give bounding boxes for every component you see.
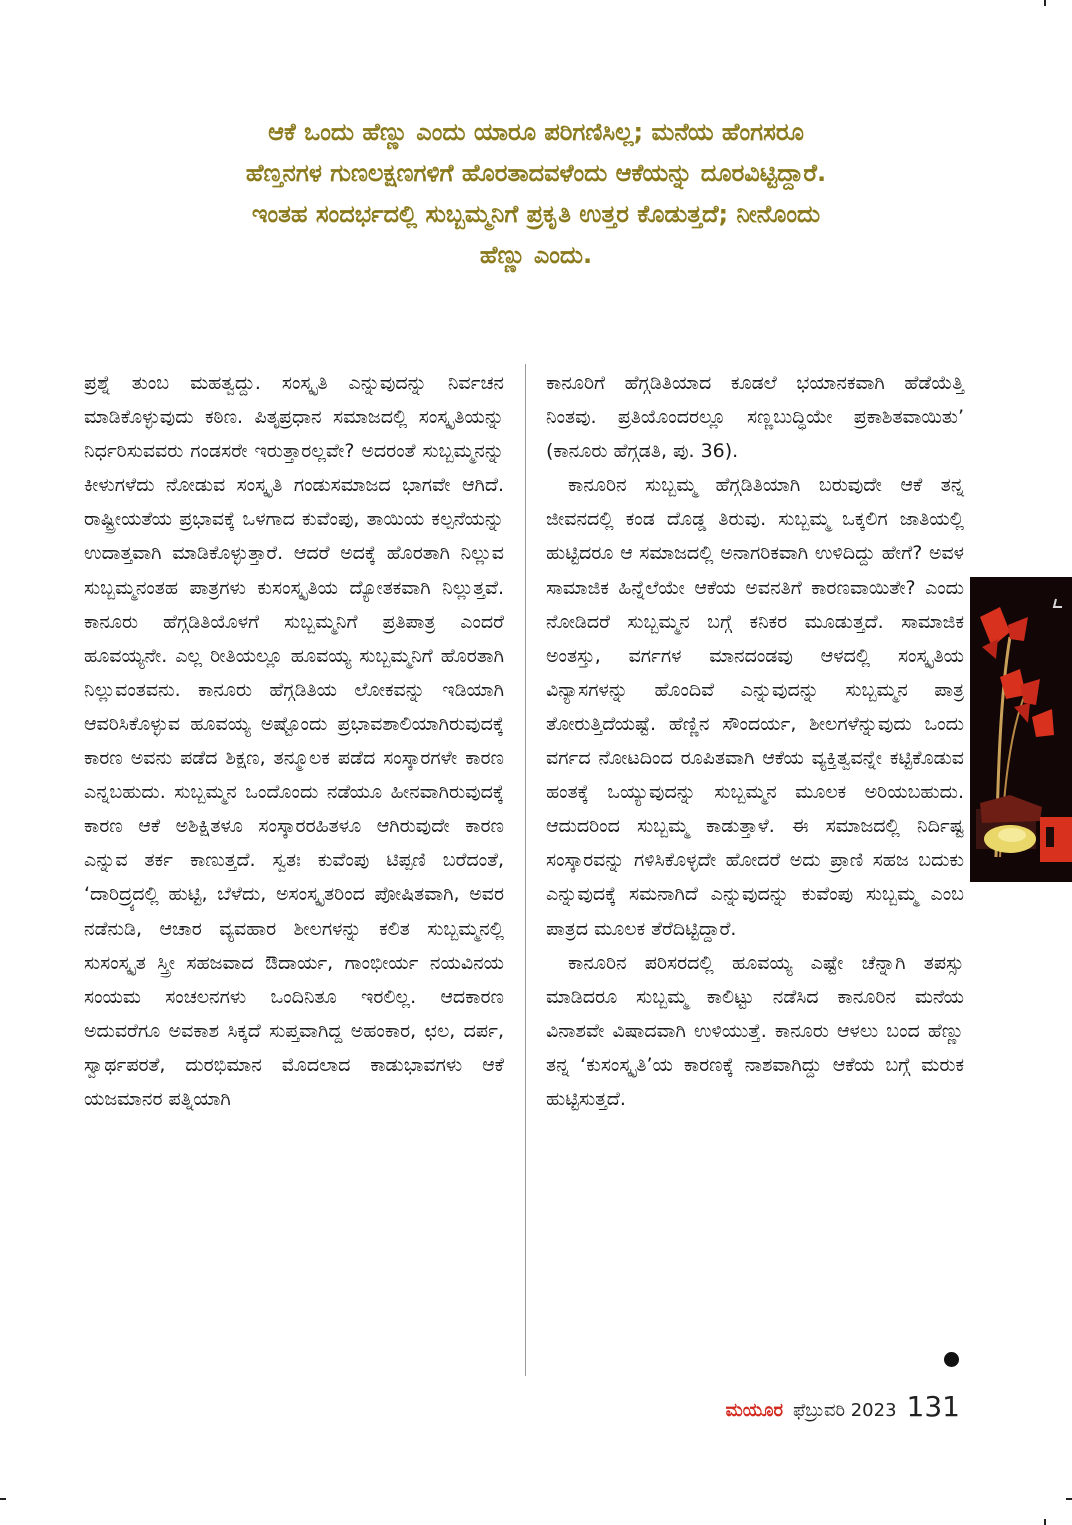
page-number: 131 <box>906 1390 960 1423</box>
paragraph: ಕಾನೂರಿನ ಪರಿಸರದಲ್ಲಿ ಹೂವಯ್ಯ ಎಷ್ಟೇ ಚೆನ್ನಾಗಿ ತಪಸ್ಸು ಮಾಡಿದರೂ ಸುಬ್ಬಮ್ಮ ಕಾಲಿಟ್ಟು ನಡೆಸಿದ ಕಾನೂರಿನ ಮನೆಯ ವಿನಾಶವೇ ವಿಷಾದವಾಗಿ ಉಳಿಯುತ್ತೆ. ಕಾನೂರು ಆಳಲು ಬಂದ ಹೆಣ್ಣು ತನ್ನ ‘ಕುಸಂಸ್ಕೃತಿ’ಯ ಕಾರಣಕ್ಕೆ ನಾಶವಾಗಿದ್ದು ಆಕೆಯ ಬಗ್ಗೆ ಮರುಕ ಹುಟ್ಟಿಸುತ್ತದೆ. <box>546 951 964 1110</box>
paragraph: ಕಾನೂರಿಗೆ ಹೆಗ್ಗಡಿತಿಯಾದ ಕೂಡಲೆ ಭಯಾನಕವಾಗಿ ಹೆಡೆಯೆತ್ತಿ ನಿಂತವು. ಪ್ರತಿಯೊಂದರಲ್ಲೂ ಸಣ್ಣಬುದ್ಧಿಯೇ ಪ್ರಕಾಶಿತವಾಯಿತು’ (ಕಾನೂರು ಹೆಗ್ಗಡತಿ, ಪು. 36). <box>546 372 964 463</box>
crop-mark-bottom <box>1044 1519 1046 1525</box>
column-divider <box>525 364 526 1376</box>
magazine-logo: ಮಯೂರ <box>725 1400 783 1421</box>
decorative-flower-illustration <box>970 577 1072 882</box>
paragraph: ಪ್ರಶ್ನೆ ತುಂಬ ಮಹತ್ವದ್ದು. ಸಂಸ್ಕೃತಿ ಎನ್ನುವುದನ್ನು ನಿರ್ವಚನ ಮಾಡಿಕೊಳ್ಳುವುದು ಕಠಿಣ. ಪಿತೃಪ್ರಧಾನ ಸಮಾಜದಲ್ಲಿ ಸಂಸ್ಕೃತಿಯನ್ನು ನಿರ್ಧರಿಸುವವರು ಗಂಡಸರೇ ಇರುತ್ತಾರಲ್ಲವೇ? ಅದರಂತೆ ಸುಬ್ಬಮ್ಮನನ್ನು ಕೀಳುಗಳೆದು ನೋಡುವ ಸಂಸ್ಕೃತಿ ಗಂಡುಸಮಾಜದ ಭಾಗವೇ ಆಗಿದೆ. ರಾಷ್ಟ್ರೀಯತೆಯ ಪ್ರಭಾವಕ್ಕೆ ಒಳಗಾದ ಕುವೆಂಪು, ತಾಯಿಯ ಕಲ್ಪನೆಯನ್ನು ಉದಾತ್ತವಾಗಿ ಮಾಡಿಕೊಳ್ಳುತ್ತಾರೆ. ಆದರೆ ಅದಕ್ಕೆ ಹೊರತಾಗಿ ನಿಲ್ಲುವ ಸುಬ್ಬಮ್ಮನಂತಹ ಪಾತ್ರಗಳು ಕುಸಂಸ್ಕೃತಿಯ ದ್ಯೋತಕವಾಗಿ ನಿಲ್ಲುತ್ತವೆ. ಕಾನೂರು ಹೆಗ್ಗಡಿತಿಯೊಳಗೆ ಸುಬ್ಬಮ್ಮನಿಗೆ ಪ್ರತಿಪಾತ್ರ ಎಂದರೆ ಹೂವಯ್ಯನೇ. ಎಲ್ಲ ರೀತಿಯಲ್ಲೂ ಹೂವಯ್ಯ ಸುಬ್ಬಮ್ಮನಿಗೆ ಹೊರತಾಗಿ ನಿಲ್ಲುವಂತವನು. ಕಾನೂರು ಹೆಗ್ಗಡಿತಿಯ ಲೋಕವನ್ನು ಇಡಿಯಾಗಿ ಆವರಿಸಿಕೊಳ್ಳುವ ಹೂವಯ್ಯ ಅಷ್ಟೊಂದು ಪ್ರಭಾವಶಾಲಿಯಾಗಿರುವುದಕ್ಕೆ ಕಾರಣ ಅವನು ಪಡೆದ ಶಿಕ್ಷಣ, ತನ್ಮೂಲಕ ಪಡೆದ ಸಂಸ್ಕಾರಗಳೇ ಕಾರಣ ಎನ್ನಬಹುದು. ಸುಬ್ಬಮ್ಮನ ಒಂದೊಂದು ನಡೆಯೂ ಹೀನವಾಗಿರುವುದಕ್ಕೆ ಕಾರಣ ಆಕೆ ಅಶಿಕ್ಷಿತಳೂ ಸಂಸ್ಕಾರರಹಿತಳೂ ಆಗಿರುವುದೇ ಕಾರಣ ಎನ್ನುವ ತರ್ಕ ಕಾಣುತ್ತದೆ. ಸ್ವತಃ ಕುವೆಂಪು ಟಿಪ್ಪಣಿ ಬರೆದಂತೆ, ‘ದಾರಿದ್ರ್ಯದಲ್ಲಿ ಹುಟ್ಟಿ, ಬೆಳೆದು, ಅಸಂಸ್ಕೃತರಿಂದ ಪೋಷಿತವಾಗಿ, ಅವರ ನಡೆನುಡಿ, ಆಚಾರ ವ್ಯವಹಾರ ಶೀಲಗಳನ್ನು ಕಲಿತ ಸುಬ್ಬಮ್ಮನಲ್ಲಿ ಸುಸಂಸ್ಕೃತ ಸ್ತ್ರೀ ಸಹಜವಾದ ಔದಾರ್ಯ, ಗಾಂಭೀರ್ಯ ನಯವಿನಯ ಸಂಯಮ ಸಂಚಲನಗಳು ಒಂದಿನಿತೂ ಇರಲಿಲ್ಲ. ಆದಕಾರಣ ಅದುವರೆಗೂ ಅವಕಾಶ ಸಿಕ್ಕದೆ ಸುಪ್ತವಾಗಿದ್ದ ಅಹಂಕಾರ, ಛಲ, ದರ್ಪ, ಸ್ವಾರ್ಥಪರತೆ, ದುರಭಿಮಾನ ಮೊದಲಾದ ಕಾಡುಭಾವಗಳು ಆಕೆ ಯಜಮಾನರ ಪತ್ನಿಯಾಗಿ <box>84 372 504 1110</box>
end-of-article-bullet-icon <box>944 1352 959 1367</box>
issue-date: ಫೆಬ್ರುವರಿ 2023 <box>792 1400 897 1421</box>
article-column-right <box>546 366 964 1116</box>
article-column-left <box>84 366 504 1116</box>
crop-mark-top <box>1044 0 1046 6</box>
page-footer <box>726 1390 960 1423</box>
pull-quote: ಆಕೆ ಒಂದು ಹೆಣ್ಣು ಎಂದು ಯಾರೂ ಪರಿಗಣಿಸಿಲ್ಲ; ಮನೆಯ ಹೆಂಗಸರೂ ಹೆಣ್ತನಗಳ ಗುಣಲಕ್ಷಣಗಳಿಗೆ ಹೊರತಾದವಳೆಂದು ಆಕೆಯನ್ನು ದೂರವಿಟ್ಟಿದ್ದಾರೆ. ಇಂತಹ ಸಂದರ್ಭದಲ್ಲಿ ಸುಬ್ಬಮ್ಮನಿಗೆ ಪ್ರಕೃತಿ ಉತ್ತರ ಕೊಡುತ್ತದೆ; ನೀನೊಂದು ಹೆಣ್ಣು ಎಂದು. <box>245 118 827 269</box>
crop-mark-left <box>0 1498 6 1500</box>
paragraph: ಕಾನೂರಿನ ಸುಬ್ಬಮ್ಮ ಹೆಗ್ಗಡಿತಿಯಾಗಿ ಬರುವುದೇ ಆಕೆ ತನ್ನ ಜೀವನದಲ್ಲಿ ಕಂಡ ದೊಡ್ಡ ತಿರುವು. ಸುಬ್ಬಮ್ಮ ಒಕ್ಕಲಿಗ ಜಾತಿಯಲ್ಲಿ ಹುಟ್ಟಿದರೂ ಆ ಸಮಾಜದಲ್ಲಿ ಅನಾಗರಿಕವಾಗಿ ಉಳಿದಿದ್ದು ಹೇಗೆ? ಅವಳ ಸಾಮಾಜಿಕ ಹಿನ್ನೆಲೆಯೇ ಆಕೆಯ ಅವನತಿಗೆ ಕಾರಣವಾಯಿತೇ? ಎಂದು ನೋಡಿದರೆ ಸುಬ್ಬಮ್ಮನ ಬಗ್ಗೆ ಕನಿಕರ ಮೂಡುತ್ತದೆ. ಸಾಮಾಜಿಕ ಅಂತಸ್ತು, ವರ್ಗಗಳ ಮಾನದಂಡವು ಆಳದಲ್ಲಿ ಸಂಸ್ಕೃತಿಯ ವಿನ್ಯಾಸಗಳನ್ನು ಹೊಂದಿವೆ ಎನ್ನುವುದನ್ನು ಸುಬ್ಬಮ್ಮನ ಪಾತ್ರ ತೋರುತ್ತಿದೆಯಷ್ಟೆ. ಹೆಣ್ಣಿನ ಸೌಂದರ್ಯ, ಶೀಲಗಳೆನ್ನುವುದು ಒಂದು ವರ್ಗದ ನೋಟದಿಂದ ರೂಪಿತವಾಗಿ ಆಕೆಯ ವ್ಯಕ್ತಿತ್ವವನ್ನೇ ಕಟ್ಟಿಕೊಡುವ ಹಂತಕ್ಕೆ ಒಯ್ಯುವುದನ್ನು ಸುಬ್ಬಮ್ಮನ ಮೂಲಕ ಅರಿಯಬಹುದು. ಆದುದರಿಂದ ಸುಬ್ಬಮ್ಮ ಕಾಡುತ್ತಾಳೆ. ಈ ಸಮಾಜದಲ್ಲಿ ನಿರ್ದಿಷ್ಟ ಸಂಸ್ಕಾರವನ್ನು ಗಳಿಸಿಕೊಳ್ಳದೇ ಹೋದರೆ ಅದು ಪ್ರಾಣಿ ಸಹಜ ಬದುಕು ಎನ್ನುವುದಕ್ಕೆ ಸಮನಾಗಿದೆ ಎನ್ನುವುದನ್ನು ಕುವೆಂಪು ಸುಬ್ಬಮ್ಮ ಎಂಬ ಪಾತ್ರದ ಮೂಲಕ ತೆರೆದಿಟ್ಟಿದ್ದಾರೆ. <box>546 474 964 940</box>
crop-mark-right <box>1066 1498 1072 1500</box>
